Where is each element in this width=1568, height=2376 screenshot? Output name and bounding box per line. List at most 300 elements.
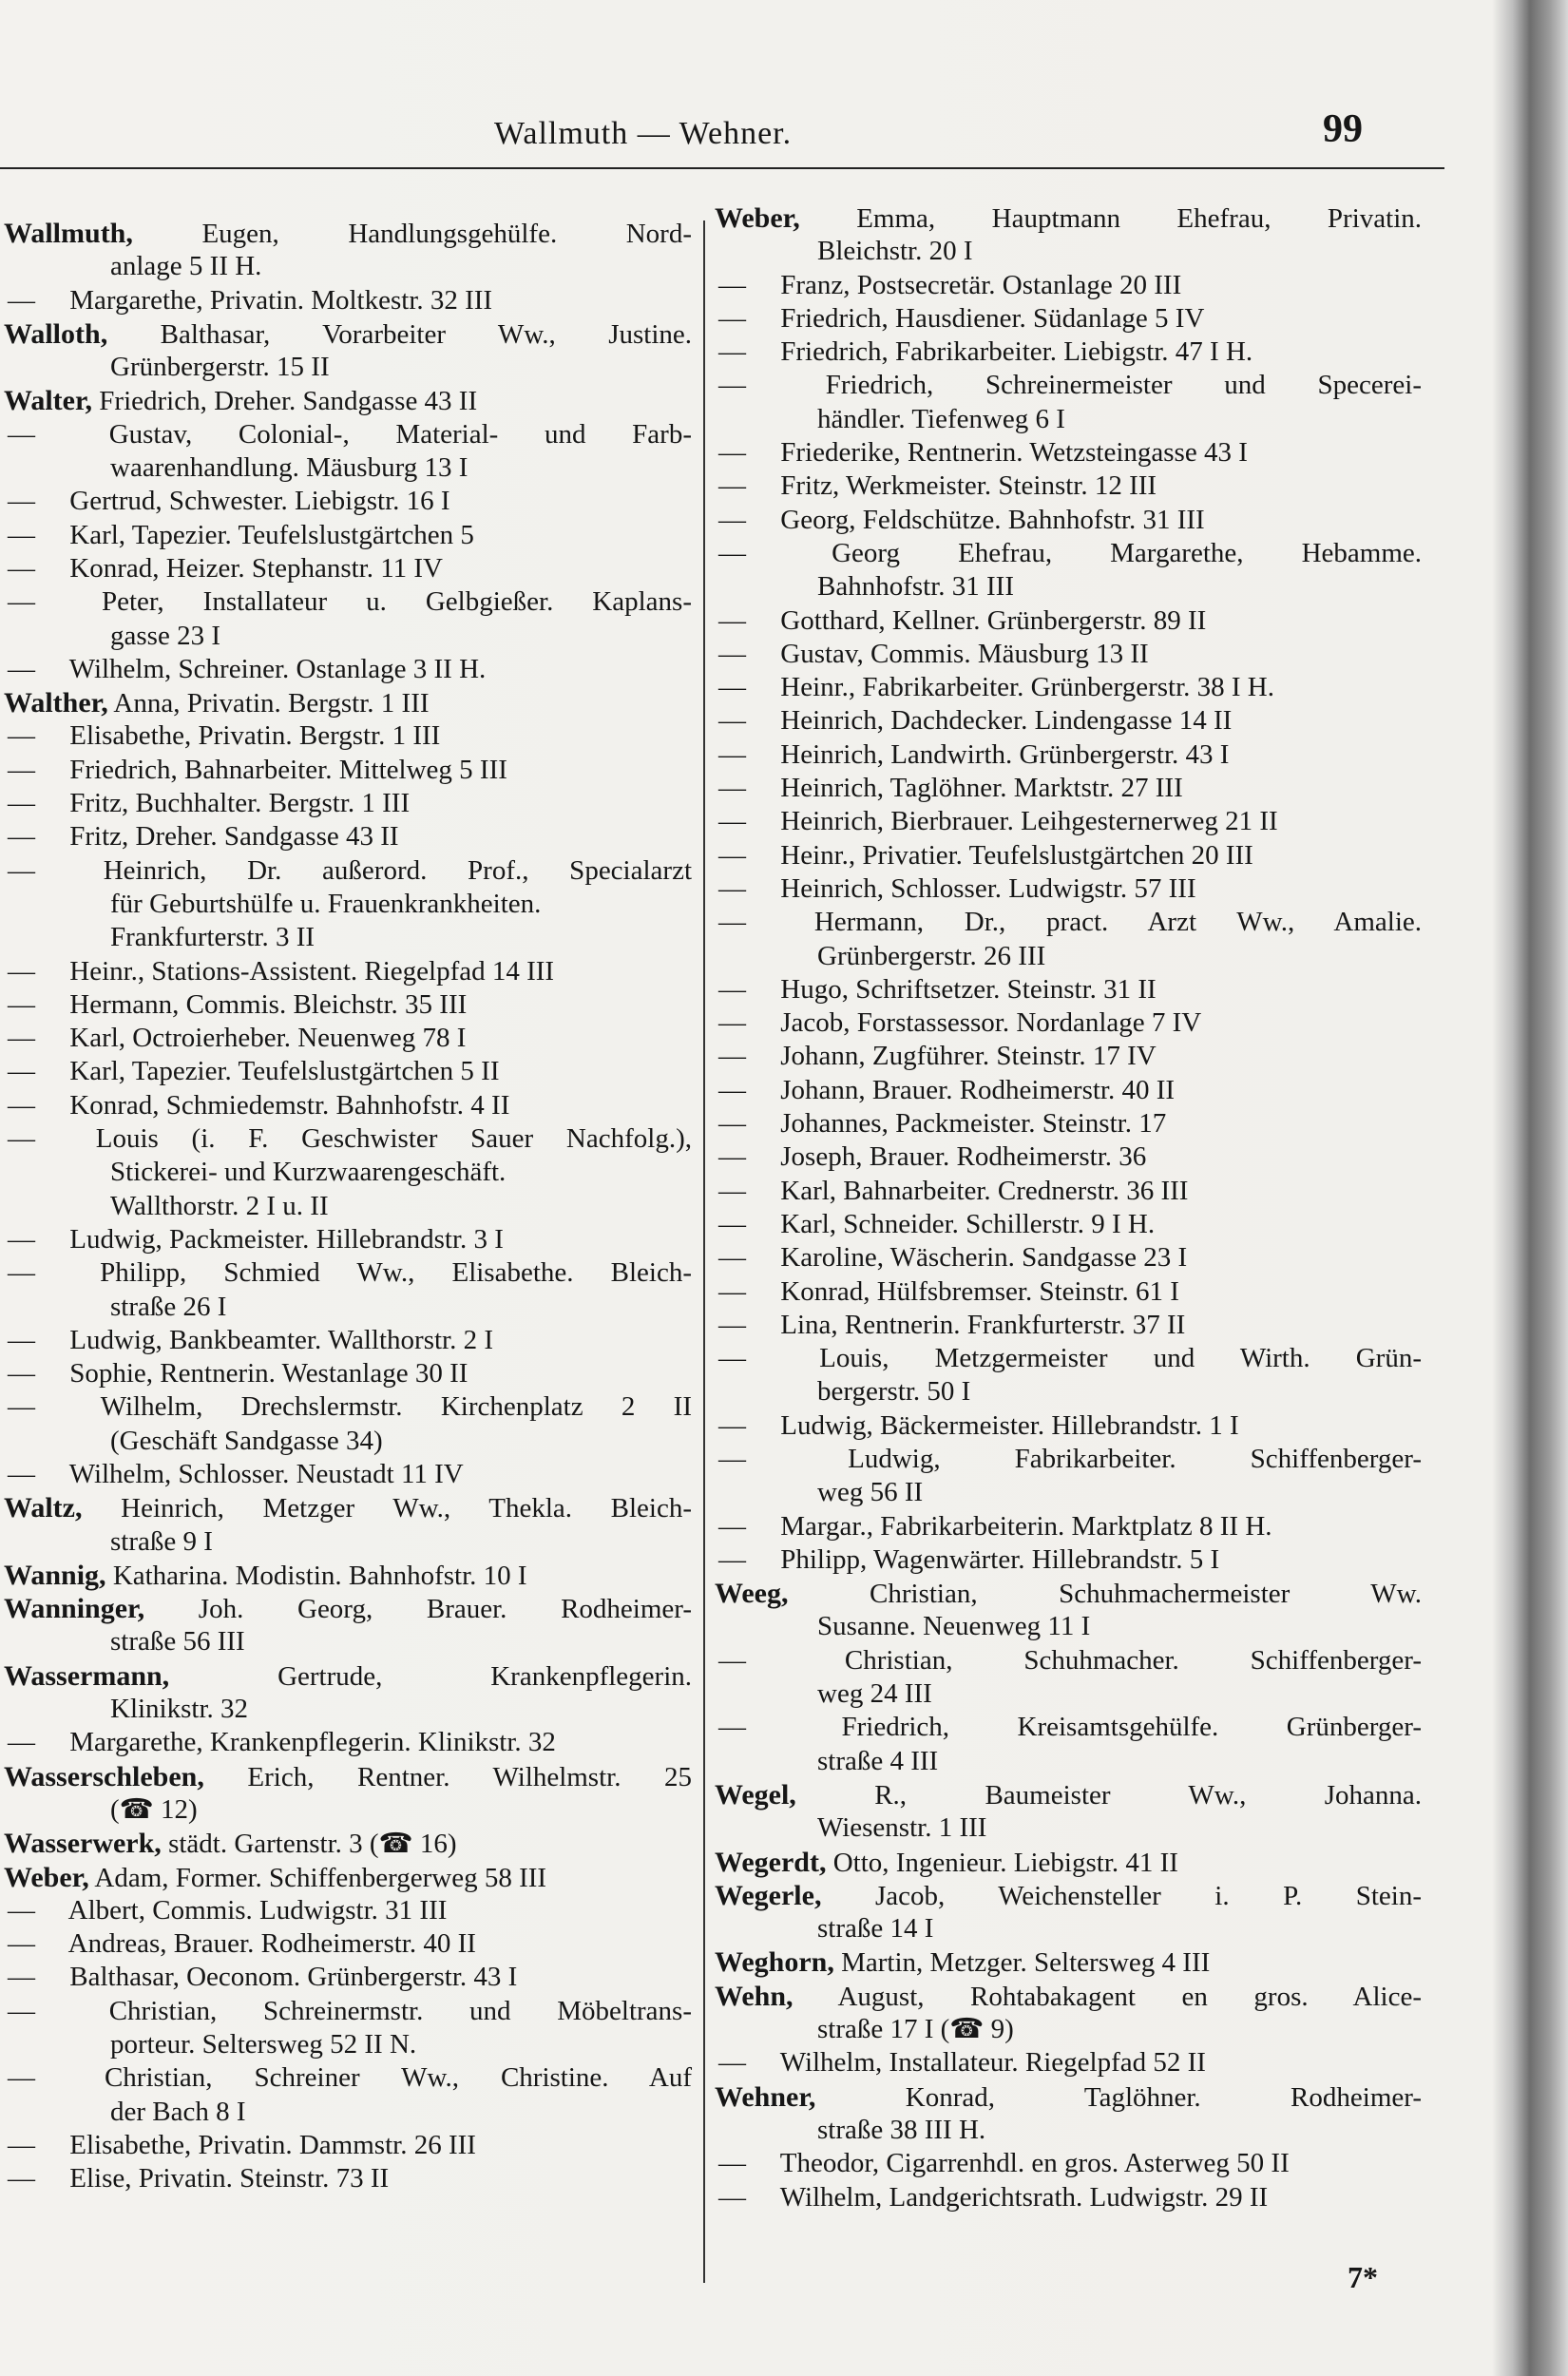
entry-text: Johannes, Packmeister. Steinstr. 17 bbox=[780, 1108, 1167, 1140]
entry-text: Heinrich, Schlosser. Ludwigstr. 57 III bbox=[780, 872, 1196, 904]
ditto-dash: — bbox=[718, 907, 746, 938]
ditto-dash: — bbox=[718, 672, 746, 703]
directory-entry bbox=[715, 1208, 1422, 1241]
entry-surname: Wehn, bbox=[715, 1980, 794, 2012]
entry-text: Wiesenstr. 1 III bbox=[817, 1812, 987, 1844]
entry-text: Friedrich, Schreinermeister und Specerei- bbox=[825, 370, 1422, 401]
entry-continuation-line bbox=[715, 235, 1422, 268]
ditto-dash: — bbox=[718, 1242, 746, 1274]
directory-entry bbox=[4, 1256, 692, 1324]
entry-text: Joseph, Brauer. Rodheimerstr. 36 bbox=[780, 1141, 1147, 1173]
entry-line bbox=[715, 1107, 1422, 1140]
entry-line bbox=[715, 2147, 1422, 2180]
ditto-dash: — bbox=[718, 2047, 746, 2079]
entry-text: Philipp, Wagenwärter. Hillebrandstr. 5 I bbox=[780, 1543, 1220, 1575]
directory-entry bbox=[4, 485, 692, 518]
entry-text: der Bach 8 I bbox=[110, 2096, 246, 2127]
entry-line bbox=[4, 1927, 692, 1961]
directory-entry bbox=[4, 317, 692, 385]
directory-entry bbox=[715, 1342, 1422, 1409]
ditto-dash: — bbox=[718, 1108, 746, 1140]
directory-entry bbox=[4, 686, 692, 719]
entry-text: Heinrich, Dr. außerord. Prof., Specialarzt bbox=[103, 854, 693, 886]
directory-entry bbox=[715, 604, 1422, 638]
directory-entry bbox=[4, 418, 692, 486]
entry-continuation-line bbox=[4, 888, 692, 921]
entry-surname: Wannig, bbox=[4, 1559, 106, 1591]
entry-text: Margar., Fabrikarbeiterin. Marktplatz 8 II H. bbox=[780, 1510, 1272, 1542]
directory-entry bbox=[4, 585, 692, 653]
ditto-dash: — bbox=[718, 1712, 746, 1743]
ditto-dash: — bbox=[718, 336, 746, 368]
entry-line bbox=[715, 302, 1422, 335]
ditto-dash: — bbox=[718, 537, 746, 568]
ditto-dash: — bbox=[718, 470, 746, 502]
entry-text: Elise, Privatin. Steinstr. 73 II bbox=[69, 2163, 390, 2194]
directory-entry bbox=[715, 1443, 1422, 1510]
entry-text: Heinrich, Taglöhner. Marktstr. 27 III bbox=[780, 773, 1183, 804]
entry-text: Peter, Installateur u. Gelbgießer. Kaplans- bbox=[102, 586, 692, 618]
entry-text: Joh. Georg, Brauer. Rodheimer- bbox=[198, 1594, 693, 1625]
entry-line bbox=[715, 839, 1422, 872]
entry-text: Hermann, Commis. Bleichstr. 35 III bbox=[69, 988, 468, 1020]
entry-continuation-line bbox=[4, 1190, 692, 1223]
entry-text: Heinrich, Metzger Ww., Thekla. Bleich- bbox=[121, 1493, 693, 1524]
entry-continuation-line bbox=[715, 2114, 1422, 2147]
ditto-dash: — bbox=[718, 370, 746, 401]
directory-entry bbox=[715, 2181, 1422, 2214]
directory-entry bbox=[715, 704, 1422, 738]
entry-line bbox=[715, 1074, 1422, 1107]
column-left bbox=[4, 217, 692, 2196]
entry-continuation-line bbox=[4, 1693, 692, 1726]
ditto-dash: — bbox=[8, 519, 35, 550]
entry-text: Friedrich, Fabrikarbeiter. Liebigstr. 47 I H. bbox=[780, 336, 1253, 368]
entry-continuation-line bbox=[715, 1912, 1422, 1945]
ditto-dash: — bbox=[718, 973, 746, 1005]
ditto-dash: — bbox=[8, 1358, 35, 1389]
ditto-dash: — bbox=[718, 1644, 746, 1676]
entry-text: Gertrude, Krankenpflegerin. bbox=[277, 1660, 693, 1692]
directory-entry bbox=[4, 2129, 692, 2162]
entry-line bbox=[4, 1827, 692, 1860]
directory-entry bbox=[715, 201, 1422, 269]
directory-entry bbox=[715, 839, 1422, 872]
ditto-dash: — bbox=[8, 1223, 35, 1255]
ditto-dash: — bbox=[718, 604, 746, 636]
entry-text: weg 56 II bbox=[817, 1477, 924, 1508]
entry-text: Heinr., Privatier. Teufelslustgärtchen 20 III bbox=[780, 839, 1253, 871]
entry-line bbox=[4, 2061, 692, 2095]
entry-line bbox=[715, 638, 1422, 671]
entry-text: Fritz, Buchhalter. Bergstr. 1 III bbox=[69, 788, 411, 819]
entry-line bbox=[4, 284, 692, 317]
entry-text: Wallthorstr. 2 I u. II bbox=[110, 1190, 329, 1221]
ditto-dash: — bbox=[718, 1409, 746, 1441]
directory-entry bbox=[4, 1491, 692, 1559]
entry-text: Konrad, Schmiedemstr. Bahnhofstr. 4 II bbox=[69, 1089, 510, 1121]
ditto-dash: — bbox=[718, 2181, 746, 2213]
entry-line bbox=[715, 1275, 1422, 1309]
directory-entry bbox=[715, 1644, 1422, 1712]
ditto-dash: — bbox=[8, 1391, 35, 1423]
entry-line bbox=[715, 671, 1422, 704]
entry-text: Fritz, Dreher. Sandgasse 43 II bbox=[69, 821, 399, 853]
entry-line bbox=[4, 1995, 692, 2028]
entry-line bbox=[715, 704, 1422, 738]
entry-text: für Geburtshülfe u. Frauenkrankheiten. bbox=[110, 888, 542, 919]
entry-line bbox=[4, 1491, 692, 1524]
entry-line bbox=[715, 973, 1422, 1006]
entry-text: Konrad, Heizer. Stephanstr. 11 IV bbox=[69, 552, 443, 584]
directory-entry bbox=[715, 302, 1422, 335]
entry-line bbox=[4, 1961, 692, 1994]
entry-text: Klinikstr. 32 bbox=[110, 1694, 249, 1725]
entry-line bbox=[4, 1894, 692, 1927]
entry-text: Katharina. Modistin. Bahnhofstr. 10 I bbox=[112, 1560, 527, 1591]
entry-continuation-line bbox=[715, 1610, 1422, 1643]
ditto-dash: — bbox=[8, 788, 35, 819]
entry-continuation-line bbox=[715, 2013, 1422, 2046]
entry-line bbox=[715, 1879, 1422, 1912]
entry-text: Adam, Former. Schiffenbergerweg 58 III bbox=[94, 1862, 547, 1893]
directory-entry bbox=[715, 469, 1422, 503]
entry-text: straße 38 III H. bbox=[817, 2114, 986, 2145]
directory-entry bbox=[4, 217, 692, 284]
entry-text: Franz, Postsecretär. Ostanlage 20 III bbox=[780, 269, 1182, 300]
entry-text: bergerstr. 50 I bbox=[817, 1376, 971, 1408]
entry-text: weg 24 III bbox=[817, 1678, 932, 1710]
entry-line bbox=[4, 1861, 692, 1894]
entry-line bbox=[715, 1208, 1422, 1241]
ditto-dash: — bbox=[718, 437, 746, 469]
entry-line bbox=[4, 1223, 692, 1256]
entry-line bbox=[4, 686, 692, 719]
directory-entry bbox=[4, 1559, 692, 1592]
ditto-dash: — bbox=[718, 638, 746, 669]
directory-entry bbox=[4, 519, 692, 552]
entry-surname: Wehner, bbox=[715, 2080, 816, 2113]
directory-entry bbox=[715, 1275, 1422, 1309]
entry-text: Balthasar, Oeconom. Grünbergerstr. 43 I bbox=[69, 1962, 518, 1993]
entry-text: Bahnhofstr. 31 III bbox=[817, 571, 1014, 603]
entry-text: waarenhandlung. Mäusburg 13 I bbox=[110, 452, 468, 484]
entry-text: händler. Tiefenweg 6 I bbox=[817, 403, 1065, 434]
directory-entry bbox=[4, 719, 692, 753]
ditto-dash: — bbox=[8, 821, 35, 853]
entry-surname: Weghorn, bbox=[715, 1946, 834, 1979]
entry-text: Heinr., Stations-Assistent. Riegelpfad 14 III bbox=[69, 955, 555, 987]
entry-line bbox=[715, 269, 1422, 302]
entry-continuation-line bbox=[715, 1375, 1422, 1408]
entry-text: Margarethe, Privatin. Moltkestr. 32 III bbox=[69, 284, 493, 316]
directory-entry bbox=[4, 1055, 692, 1088]
directory-entry bbox=[715, 772, 1422, 805]
ditto-dash: — bbox=[718, 1543, 746, 1575]
ditto-dash: — bbox=[8, 2062, 35, 2094]
ditto-dash: — bbox=[718, 738, 746, 770]
ditto-dash: — bbox=[718, 1175, 746, 1206]
entry-line bbox=[715, 1980, 1422, 2013]
directory-entry bbox=[715, 738, 1422, 772]
directory-entry bbox=[715, 1980, 1422, 2047]
entry-text: Wilhelm, Installateur. Riegelpfad 52 II bbox=[779, 2047, 1206, 2079]
directory-entry bbox=[715, 1778, 1422, 1846]
entry-text: Wilhelm, Landgerichtsrath. Ludwigstr. 29 II bbox=[779, 2181, 1269, 2213]
directory-entry bbox=[4, 1659, 692, 1727]
entry-line bbox=[715, 1577, 1422, 1610]
directory-entry bbox=[4, 955, 692, 988]
entry-text: Fritz, Werkmeister. Steinstr. 12 III bbox=[780, 470, 1157, 502]
directory-entry bbox=[715, 537, 1422, 604]
directory-entry bbox=[4, 653, 692, 686]
entry-line bbox=[715, 906, 1422, 939]
entry-line bbox=[4, 988, 692, 1022]
entry-line bbox=[4, 519, 692, 552]
entry-line bbox=[715, 369, 1422, 402]
entry-text: Karl, Bahnarbeiter. Crednerstr. 36 III bbox=[780, 1175, 1189, 1206]
directory-entry bbox=[4, 1760, 692, 1828]
entry-text: Karl, Tapezier. Teufelslustgärtchen 5 bbox=[69, 519, 474, 550]
ditto-dash: — bbox=[8, 1458, 35, 1489]
entry-line bbox=[4, 1458, 692, 1491]
entry-line bbox=[4, 854, 692, 888]
entry-text: Hermann, Dr., pract. Arzt Ww., Amalie. bbox=[813, 907, 1423, 938]
running-header bbox=[0, 106, 1463, 163]
entry-line bbox=[4, 820, 692, 853]
directory-entry bbox=[715, 2080, 1422, 2148]
directory-entry bbox=[715, 1040, 1422, 1073]
entry-continuation-line bbox=[4, 1625, 692, 1658]
entry-text: Johann, Zugführer. Steinstr. 17 IV bbox=[780, 1041, 1157, 1072]
entry-line bbox=[715, 2046, 1422, 2079]
entry-surname: Wasserwerk, bbox=[4, 1828, 162, 1860]
entry-text: Theodor, Cigarrenhdl. en gros. Asterweg 50 II bbox=[779, 2148, 1290, 2179]
directory-entry bbox=[4, 1592, 692, 1659]
entry-text: Frankfurterstr. 3 II bbox=[110, 922, 316, 953]
directory-entry bbox=[715, 504, 1422, 537]
entry-continuation-line bbox=[4, 1425, 692, 1458]
entry-line bbox=[4, 1089, 692, 1122]
ditto-dash: — bbox=[718, 872, 746, 904]
entry-text: Friederike, Rentnerin. Wetzsteingasse 43 I bbox=[780, 437, 1248, 469]
entry-text: Karoline, Wäscherin. Sandgasse 23 I bbox=[780, 1242, 1188, 1274]
entry-text: Ludwig, Packmeister. Hillebrandstr. 3 I bbox=[69, 1223, 504, 1255]
entry-line bbox=[715, 1945, 1422, 1979]
ditto-dash: — bbox=[8, 2163, 35, 2194]
directory-entry bbox=[715, 1945, 1422, 1979]
entry-text: Sophie, Rentnerin. Westanlage 30 II bbox=[69, 1358, 468, 1389]
ditto-dash: — bbox=[718, 705, 746, 737]
entry-text: Gustav, Colonial-, Material- und Farb- bbox=[108, 418, 692, 450]
entry-line bbox=[4, 955, 692, 988]
entry-surname: Wallmuth, bbox=[4, 218, 133, 249]
entry-line bbox=[715, 1846, 1422, 1879]
entry-line bbox=[4, 2129, 692, 2162]
directory-entry bbox=[4, 1458, 692, 1491]
entry-text: Stickerei- und Kurzwaarengeschäft. bbox=[110, 1157, 507, 1188]
entry-continuation-line bbox=[4, 250, 692, 283]
entry-text: (Geschäft Sandgasse 34) bbox=[110, 1425, 383, 1456]
entry-text: Bleichstr. 20 I bbox=[817, 236, 973, 267]
directory-entry bbox=[715, 1241, 1422, 1274]
ditto-dash: — bbox=[8, 720, 35, 752]
directory-entry bbox=[4, 1357, 692, 1390]
entry-text: Gotthard, Kellner. Grünbergerstr. 89 II bbox=[780, 604, 1207, 636]
entry-continuation-line bbox=[4, 1156, 692, 1189]
directory-entry bbox=[715, 1879, 1422, 1946]
ditto-dash: — bbox=[8, 1727, 35, 1758]
entry-text: Susanne. Neuenweg 11 I bbox=[817, 1611, 1091, 1642]
entry-text: Margarethe, Krankenpflegerin. Klinikstr. 32 bbox=[69, 1727, 556, 1758]
entry-continuation-line bbox=[715, 1811, 1422, 1845]
entry-text: Otto, Ingenieur. Liebigstr. 41 II bbox=[832, 1847, 1178, 1878]
entry-text: straße 26 I bbox=[110, 1291, 227, 1322]
entry-line bbox=[4, 1659, 692, 1693]
directory-entry bbox=[4, 1324, 692, 1357]
entry-surname: Wegerdt, bbox=[715, 1846, 827, 1878]
directory-entry bbox=[715, 1074, 1422, 1107]
directory-entry bbox=[4, 2162, 692, 2195]
directory-entry bbox=[715, 1309, 1422, 1342]
directory-entry bbox=[4, 384, 692, 417]
entry-continuation-line bbox=[4, 1793, 692, 1827]
directory-entry bbox=[715, 2147, 1422, 2180]
entry-line bbox=[4, 754, 692, 787]
entry-text: straße 9 I bbox=[110, 1525, 213, 1557]
entry-continuation-line bbox=[715, 570, 1422, 604]
entry-text: Jacob, Forstassessor. Nordanlage 7 IV bbox=[780, 1007, 1202, 1039]
entry-line bbox=[715, 1342, 1422, 1375]
directory-entry bbox=[4, 1995, 692, 2062]
entry-text: Karl, Tapezier. Teufelslustgärtchen 5 II bbox=[69, 1056, 500, 1087]
entry-line bbox=[4, 485, 692, 518]
directory-entry bbox=[715, 436, 1422, 469]
directory-entry bbox=[715, 906, 1422, 973]
entry-line bbox=[4, 1055, 692, 1088]
entry-text: städt. Gartenstr. 3 (☎ 16) bbox=[168, 1829, 457, 1860]
entry-text: straße 14 I bbox=[817, 1913, 934, 1945]
directory-entry bbox=[4, 787, 692, 820]
entry-line bbox=[715, 1241, 1422, 1274]
directory-entry bbox=[715, 369, 1422, 436]
ditto-dash: — bbox=[8, 955, 35, 987]
directory-entry bbox=[4, 1861, 692, 1894]
entry-text: Christian, Schreiner Ww., Christine. Auf bbox=[104, 2062, 692, 2094]
ditto-dash: — bbox=[8, 1324, 35, 1355]
ditto-dash: — bbox=[8, 754, 35, 785]
directory-entry bbox=[715, 1846, 1422, 1879]
entry-line bbox=[4, 2162, 692, 2195]
entry-text: Eugen, Handlungsgehülfe. Nord- bbox=[201, 219, 692, 249]
ditto-dash: — bbox=[8, 418, 35, 450]
directory-entry bbox=[4, 1726, 692, 1759]
entry-line bbox=[4, 1592, 692, 1625]
directory-entry bbox=[715, 805, 1422, 838]
directory-entry bbox=[715, 1543, 1422, 1577]
entry-continuation-line bbox=[4, 921, 692, 954]
entry-continuation-line bbox=[4, 351, 692, 384]
entry-line bbox=[715, 1140, 1422, 1174]
signature-mark: 7* bbox=[1348, 2260, 1378, 2294]
entry-text: R., Baumeister Ww., Johanna. bbox=[874, 1779, 1423, 1811]
directory-entry bbox=[4, 2061, 692, 2129]
entry-continuation-line bbox=[4, 2028, 692, 2061]
entry-text: August, Rohtabakagent en gros. Alice- bbox=[837, 1981, 1422, 2012]
entry-line bbox=[4, 1357, 692, 1390]
ditto-dash: — bbox=[8, 1995, 35, 2026]
ditto-dash: — bbox=[8, 1123, 35, 1155]
entry-text: Christian, Schreinermstr. und Möbeltrans- bbox=[108, 1995, 692, 2026]
directory-entry bbox=[4, 552, 692, 585]
entry-text: Grünbergerstr. 26 III bbox=[817, 940, 1046, 971]
directory-entry bbox=[4, 284, 692, 317]
entry-line bbox=[4, 384, 692, 417]
column-divider bbox=[703, 220, 705, 2283]
entry-text: Erich, Rentner. Wilhelmstr. 25 bbox=[247, 1761, 693, 1792]
entry-line bbox=[715, 469, 1422, 503]
header-title: Wallmuth — Wehner. bbox=[494, 116, 793, 151]
directory-entry bbox=[715, 638, 1422, 671]
entry-text: Anna, Privatin. Bergstr. 1 III bbox=[113, 688, 430, 719]
entry-text: Konrad, Taglöhner. Rodheimer- bbox=[905, 2081, 1422, 2113]
entry-line bbox=[715, 504, 1422, 537]
entry-line bbox=[4, 787, 692, 820]
column-right bbox=[715, 201, 1422, 2214]
entry-line bbox=[4, 1324, 692, 1357]
entry-text: Friedrich, Dreher. Sandgasse 43 II bbox=[99, 386, 478, 417]
ditto-dash: — bbox=[718, 269, 746, 300]
entry-text: Georg, Feldschütze. Bahnhofstr. 31 III bbox=[780, 504, 1205, 535]
entry-line bbox=[4, 719, 692, 753]
entry-line bbox=[715, 1510, 1422, 1543]
directory-entry bbox=[715, 872, 1422, 906]
entry-line bbox=[715, 436, 1422, 469]
ditto-dash: — bbox=[718, 839, 746, 871]
entry-text: Elisabethe, Privatin. Bergstr. 1 III bbox=[69, 720, 441, 752]
entry-line bbox=[715, 1644, 1422, 1677]
entry-continuation-line bbox=[4, 2096, 692, 2129]
entry-line bbox=[4, 653, 692, 686]
entry-text: Lina, Rentnerin. Frankfurterstr. 37 II bbox=[780, 1309, 1186, 1340]
directory-entry bbox=[715, 1107, 1422, 1140]
entry-text: straße 4 III bbox=[817, 1745, 939, 1776]
entry-continuation-line bbox=[715, 1476, 1422, 1509]
ditto-dash: — bbox=[8, 284, 35, 316]
entry-line bbox=[4, 1122, 692, 1156]
entry-surname: Wassermann, bbox=[4, 1659, 170, 1692]
entry-text: Ludwig, Bäckermeister. Hillebrandstr. 1 I bbox=[780, 1409, 1239, 1441]
entry-text: porteur. Seltersweg 52 II N. bbox=[110, 2029, 417, 2060]
directory-entry bbox=[715, 335, 1422, 369]
entry-surname: Weber, bbox=[4, 1861, 89, 1893]
ditto-dash: — bbox=[718, 302, 746, 334]
directory-entry bbox=[715, 1409, 1422, 1443]
entry-text: Balthasar, Vorarbeiter Ww., Justine. bbox=[160, 318, 693, 350]
directory-entry bbox=[715, 1711, 1422, 1778]
entry-line bbox=[4, 1760, 692, 1793]
entry-text: Grünbergerstr. 15 II bbox=[110, 352, 330, 383]
entry-surname: Waltz, bbox=[4, 1492, 83, 1524]
entry-text: (☎ 12) bbox=[110, 1793, 198, 1825]
entry-surname: Walloth, bbox=[4, 317, 108, 350]
entry-line bbox=[715, 1443, 1422, 1476]
directory-entry bbox=[715, 1006, 1422, 1040]
directory-entry bbox=[715, 1510, 1422, 1543]
entry-text: Elisabethe, Privatin. Dammstr. 26 III bbox=[69, 2129, 476, 2160]
entry-surname: Wanninger, bbox=[4, 1593, 145, 1625]
entry-text: Johann, Brauer. Rodheimerstr. 40 II bbox=[780, 1074, 1176, 1105]
